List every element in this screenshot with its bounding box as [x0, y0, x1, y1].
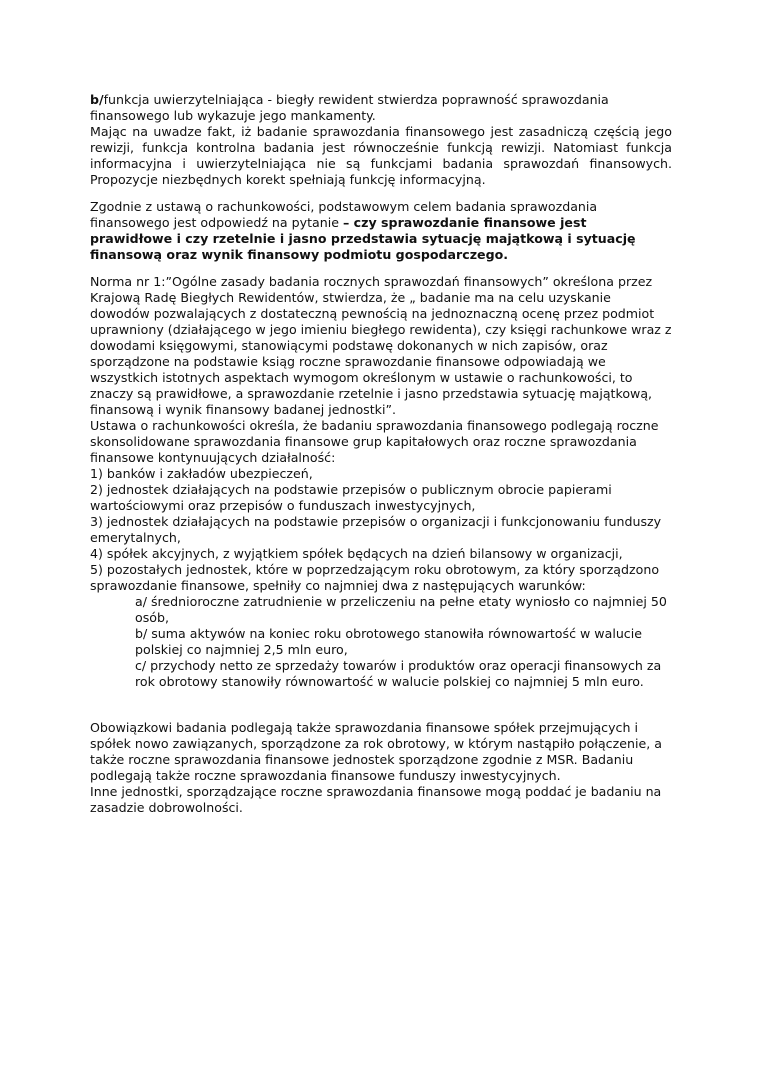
list-item: 4) spółek akcyjnych, z wyjątkiem spółek będących na dzień bilansowy w organizacji,	[90, 546, 623, 561]
paragraph-inne-jednostki: Inne jednostki, sporządzające roczne sprawozdania finansowe mogą poddać je badaniu na zasadzie dobrowolności.	[90, 784, 662, 815]
list-item: 3) jednostek działających na podstawie przepisów o organizacji i funkcjonowaniu funduszy emerytalnych,	[90, 514, 662, 545]
sub-list-warunki	[90, 594, 672, 690]
paragraph-podlegaja: Ustawa o rachunkowości określa, że badaniu sprawozdania finansowego podlegają roczne skonsolidowane sprawozdania finansowe grup kapitałowych oraz roczne sprawozdania finansowe kontynuujących działalność:	[90, 418, 659, 465]
paragraph-obowiazek: Obowiązkowi badania podlegają także sprawozdania finansowe spółek przejmujących i spółek nowo zawiązanych, sporządzone za rok obrotowy, w którym nastąpiło połączenie, a także roczne sprawozdania finansowe jednostek sporządzone zgodnie z MSR. Badaniu podlegają także roczne sprawozdania finansowe funduszy inwestycyjnych.	[90, 720, 662, 783]
list-jednostki	[90, 466, 672, 594]
paragraph-lead-b: b/	[90, 92, 104, 107]
list-item: 5) pozostałych jednostek, które w poprzedzającym roku obrotowym, za który sporządzono sprawozdanie finansowe, spełniły co najmniej dwa z następujących warunków:	[90, 562, 660, 593]
document-body	[90, 92, 672, 816]
paragraph-b-text: funkcja uwierzytelniająca - biegły rewident stwierdza poprawność sprawozdania finansowego lub wykazuje jego mankamenty.	[90, 92, 609, 123]
sub-list-item: b/ suma aktywów na koniec roku obrotowego stanowiła równowartość w walucie polskiej co najmniej 2,5 mln euro,	[135, 626, 642, 657]
paragraph-norma: Norma nr 1:”Ogólne zasady badania rocznych sprawozdań finansowych” określona przez Krajową Radę Biegłych Rewidentów, stwierdza, że „ badanie ma na celu uzyskanie dowodów pozwalających z dostateczną pewnością na jednoznaczną ocenę przez podmiot uprawniony (działającego w jego imieniu biegłego rewidenta), czy księgi rachunkowe wraz z dowodami księgowymi, stanowiącymi podstawę dokonanych w nich zapisów, oraz sporządzone na podstawie ksiąg roczne sprawozdanie finansowe odpowiadają we wszystkich istotnych aspektach wymogom określonym w ustawie o rachunkowości, to znaczy są prawidłowe, a sprawozdanie rzetelnie i jasno przedstawia sytuację majątkową, finansową i wynik finansowy badanej jednostki”.	[90, 274, 672, 417]
paragraph-cel-bold: – czy sprawozdanie finansowe jest prawidłowe i czy rzetelnie i jasno przedstawia sytuację majątkową i sytuację finansową oraz wynik finansowy podmiotu gospodarczego.	[90, 215, 636, 262]
sub-list-item: c/ przychody netto ze sprzedaży towarów i produktów oraz operacji finansowych za rok obrotowy stanowiły równowartość w walucie polskiej co najmniej 5 mln euro.	[135, 658, 662, 689]
paragraph-uwaga: Mając na uwadze fakt, iż badanie sprawozdania finansowego jest zasadniczą częścią jego rewizji, funkcja kontrolna badania jest równocześnie funkcją rewizji. Natomiast funkcja informacyjna i uwierzytelniająca nie są funkcjami badania sprawozdań finansowych. Propozycje niezbędnych korekt spełniają funkcję informacyjną.	[90, 124, 672, 187]
list-item: 1) banków i zakładów ubezpieczeń,	[90, 466, 313, 481]
paragraph-cel-badania	[90, 199, 672, 263]
list-item: 2) jednostek działających na podstawie przepisów o publicznym obrocie papierami wartościowymi oraz przepisów o funduszach inwestycyjnych,	[90, 482, 612, 513]
paragraph-cel-text: Zgodnie z ustawą o rachunkowości, podstawowym celem badania sprawozdania finansowego jest odpowiedź na pytanie	[90, 199, 598, 230]
sub-list-item: a/ średnioroczne zatrudnienie w przeliczeniu na pełne etaty wyniosło co najmniej 50 osób,	[135, 594, 667, 625]
paragraph-funkcja-uwierzytelniajaca	[90, 92, 672, 124]
